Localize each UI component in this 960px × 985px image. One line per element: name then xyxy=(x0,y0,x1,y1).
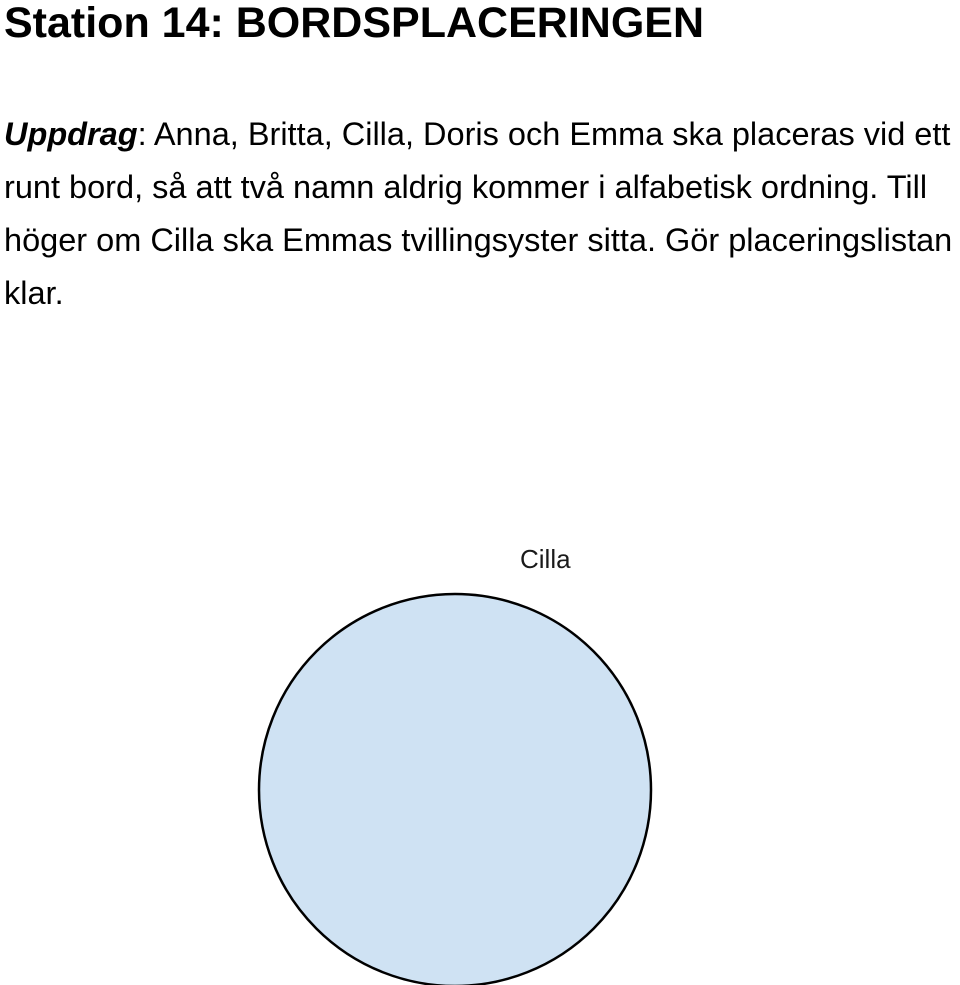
page-title: Station 14: BORDSPLACERINGEN xyxy=(4,0,705,47)
task-separator: : xyxy=(137,116,147,152)
seat-label-cilla: Cilla xyxy=(520,544,571,574)
task-paragraph xyxy=(4,108,960,320)
round-table xyxy=(259,594,651,985)
task-body: Anna, Britta, Cilla, Doris och Emma ska placeras vid ett runt bord, så att två namn aldrig kommer i alfabetisk ordning. Till höger om Cilla ska Emmas tvillingsyster sitta. Gör placeringslistan klar. xyxy=(4,116,953,311)
task-label: Uppdrag xyxy=(4,116,138,152)
round-table-figure xyxy=(0,520,960,985)
